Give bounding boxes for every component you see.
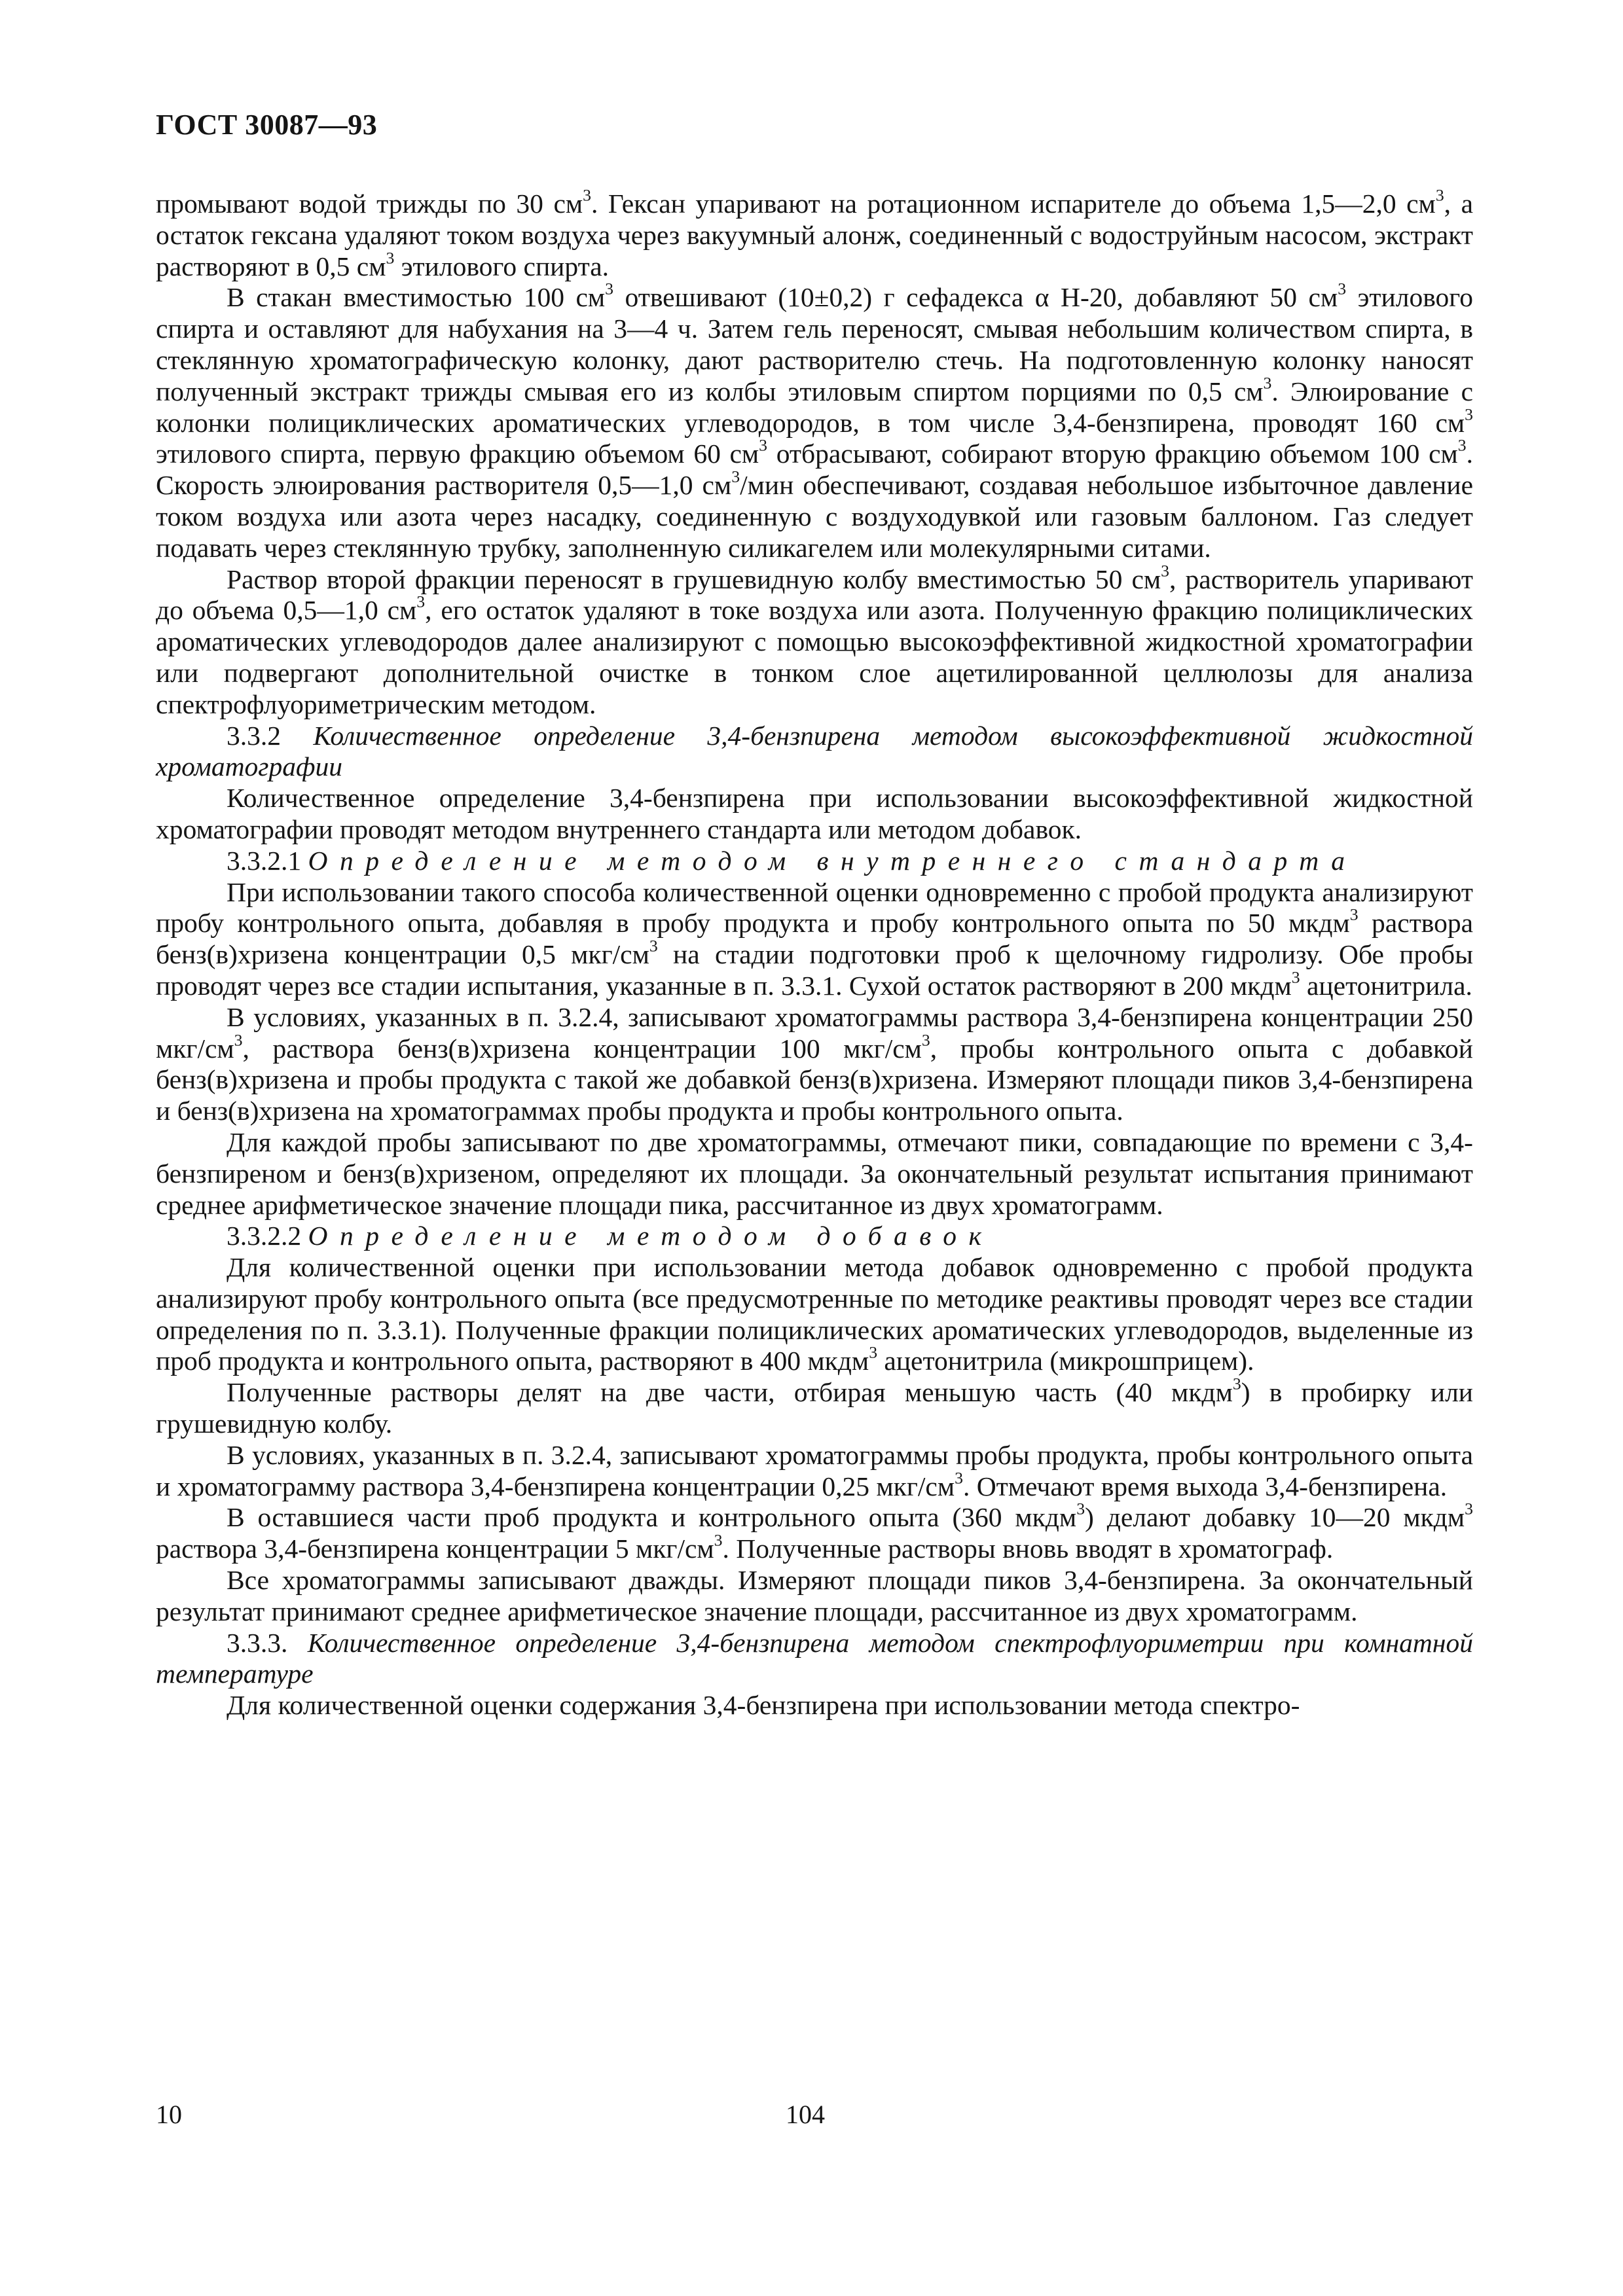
superscript: 3 <box>1263 373 1272 393</box>
text-run: , растворитель упаривают до объема 0,5—1,0 см <box>156 564 1473 626</box>
document-body <box>156 185 1474 1721</box>
superscript: 3 <box>386 248 395 268</box>
text-run: . Полученные растворы вновь вводят в хроматограф. <box>722 1534 1334 1564</box>
paragraph <box>156 1127 1473 1221</box>
text-run: раствора бенз(в)хризена концентрации 0,5 мкг/см <box>156 908 1474 970</box>
superscript: 3 <box>1349 905 1359 924</box>
text-run: . Гексан упаривают на ротационном испарителе до объема 1,5—2,0 см <box>591 188 1436 219</box>
text-run: Полученные растворы делят на две части, отбирая меньшую часть (40 мкдм <box>227 1377 1233 1408</box>
text-run: В стакан вместимостью 100 см <box>227 282 606 313</box>
text-run: на стадии подготовки проб к щелочному гидролизу. Обе пробы проводят через все стадии испытания, указанные в п. 3.3.1. Сухой остаток растворяют в 200 мкдм <box>156 939 1473 1001</box>
superscript: 3 <box>649 936 658 956</box>
superscript: 3 <box>1161 561 1170 581</box>
text-run: 3.3.3. <box>227 1627 308 1658</box>
spaced-heading-text: Определение методом добавок <box>308 1221 994 1251</box>
paragraph <box>156 877 1473 1002</box>
text-run: 3.3.2.2 <box>227 1221 308 1251</box>
superscript: 3 <box>1338 279 1347 298</box>
text-run: Количественное определение 3,4-бензпирена при использовании высокоэффективной жидкостной хроматографии проводят методом внутреннего стандарта или методом добавок. <box>156 783 1473 844</box>
text-run: Для каждой пробы записывают по две хроматограммы, отмечают пики, совпадающие по времени с 3,4-бензпиреном и бенз(в)хризеном, определяют их площади. За окончательный результат испытания принимают среднее арифметическое значение площади пика, рассчитанное из двух хроматограмм. <box>156 1126 1473 1220</box>
section-heading-3-3-2-1 <box>156 846 1473 877</box>
superscript: 3 <box>869 1342 878 1362</box>
text-run: . Отмечают время выхода 3,4-бензпирена. <box>962 1471 1448 1501</box>
paragraph <box>156 1690 1473 1721</box>
text-run: 3.3.2.1 <box>227 845 308 876</box>
superscript: 3 <box>1465 1499 1474 1518</box>
text-run: раствора 3,4-бензпирена концентрации 5 мкг/см <box>156 1534 714 1564</box>
text-run: отбрасывают, собирают вторую фракцию объемом 100 см <box>767 439 1458 469</box>
paragraph <box>156 185 1474 282</box>
text-run: . Скорость элюирования растворителя 0,5—1,0 см <box>156 439 1473 501</box>
superscript: 3 <box>583 185 592 205</box>
paragraph <box>156 561 1473 721</box>
document-header: ГОСТ 30087—93 <box>156 109 378 141</box>
spaced-heading-text: Определение методом внутреннего стандарта <box>308 845 1357 876</box>
text-run: ацетонитрила. <box>1300 970 1472 1001</box>
paragraph <box>156 1440 1473 1503</box>
text-run: . Элюирование с колонки полициклических ароматических углеводородов, в том числе 3,4-бензпирена, проводят 160 см <box>156 376 1473 438</box>
text-run: В условиях, указанных в п. 3.2.4, записывают хроматограммы раствора 3,4-бензпирена концентрации 250 мкг/см <box>156 1001 1473 1064</box>
superscript: 3 <box>921 1030 930 1049</box>
page-number-center: 104 <box>786 2100 825 2129</box>
italic-heading-text: Количественное определение 3,4-бензпирена методом высокоэффективной жидкостной хроматографии <box>156 720 1474 782</box>
text-run: Раствор второй фракции переносят в грушевидную колбу вместимостью 50 см <box>227 564 1161 594</box>
text-run: В условиях, указанных в п. 3.2.4, записывают хроматограммы пробы продукта, пробы контрольного опыта и хроматограмму раствора 3,4-бензпирена концентрации 0,25 мкг/см <box>156 1439 1473 1501</box>
superscript: 3 <box>731 467 740 486</box>
text-run: /мин обеспечивают, создавая небольшое избыточное давление током воздуха или азота через насадку, соединенную с воздуходувкой или газовым баллоном. Газ следует подавать через стеклянную трубку, заполненную силикагелем или молекулярными ситами. <box>156 470 1473 563</box>
superscript: 3 <box>234 1030 243 1049</box>
superscript: 3 <box>1291 967 1300 987</box>
section-heading-3-3-3 <box>156 1628 1473 1691</box>
text-run: ацетонитрила (микрошприцем). <box>877 1346 1254 1376</box>
paragraph <box>156 1002 1473 1127</box>
page-number-left: 10 <box>156 2100 182 2129</box>
paragraph <box>156 279 1473 564</box>
paragraph <box>156 1252 1473 1377</box>
superscript: 3 <box>1076 1499 1085 1518</box>
superscript: 3 <box>714 1530 723 1550</box>
superscript: 3 <box>416 592 426 611</box>
text-run: Для количественной оценки при использовании метода добавок одновременно с пробой продукта анализируют пробу контрольного опыта (все предусмотренные по методике реактивы проводят через все стадии определения по п. 3.3.1). Полученные фракции полициклических ароматических углеводородов, выделенные из проб продукта и контрольного опыта, растворяют в 400 мкдм <box>156 1252 1473 1376</box>
text-run: отвешивают (10±0,2) г сефадекса α Н-20, добавляют 50 см <box>613 282 1338 313</box>
section-heading-3-3-2 <box>156 721 1473 783</box>
text-run: этилового спирта. <box>394 251 610 281</box>
superscript: 3 <box>1465 404 1473 424</box>
text-run: , а остаток гексана удаляют током воздуха через вакуумный алонж, соединенный с водоструйным насосом, экстракт растворяют в 0,5 см <box>156 188 1474 281</box>
paragraph <box>156 1565 1473 1628</box>
text-run: этилового спирта и оставляют для набухания на 3—4 ч. Затем гель переносят, смывая небольшим количеством спирта, в стеклянную хроматографическую колонку, дают растворителю стечь. На подготовленную колонку наносят полученный экстракт трижды смывая его из колбы этиловым спиртом порциями по 0,5 см <box>156 282 1473 406</box>
text-run: 3.3.2 <box>227 720 314 751</box>
text-run: Для количественной оценки содержания 3,4-бензпирена при использовании метода спектро- <box>227 1690 1300 1721</box>
text-run: При использовании такого способа количественной оценки одновременно с пробой продукта анализируют пробу контрольного опыта, добавляя в пробу продукта и пробу контрольного опыта по 50 мкдм <box>156 876 1473 939</box>
italic-heading-text: Количественное определение 3,4-бензпирена методом спектрофлуориметрии при комнатной температуре <box>156 1627 1473 1689</box>
superscript: 3 <box>759 435 768 455</box>
text-run: , раствора бенз(в)хризена концентрации 100 мкг/см <box>242 1033 922 1064</box>
text-run: ) в пробирку или грушевидную колбу. <box>156 1377 1473 1439</box>
text-run: , пробы контрольного опыта с добавкой бенз(в)хризена и пробы продукта с такой же добавкой бенз(в)хризена. Измеряют площади пиков 3,4-бензпирена и бенз(в)хризена на хроматограммах пробы продукта и пробы контрольного опыта. <box>156 1033 1473 1126</box>
text-run: , его остаток удаляют в токе воздуха или азота. Полученную фракцию полициклических ароматических углеводородов далее анализируют с помощью высокоэффективной жидкостной хроматографии или подвергают дополнительной очистке в тонком слое ацетилированной целлюлозы для анализа спектрофлуориметрическим методом. <box>156 595 1473 719</box>
text-run: Все хроматограммы записывают дважды. Измеряют площади пиков 3,4-бензпирена. За окончательный результат принимают среднее арифметическое значение площади, рассчитанное из двух хроматограмм. <box>156 1565 1473 1626</box>
text-run: В оставшиеся части проб продукта и контрольного опыта (360 мкдм <box>227 1502 1077 1533</box>
superscript: 3 <box>1232 1374 1241 1393</box>
text-run: этилового спирта, первую фракцию объемом 60 см <box>156 439 759 469</box>
section-heading-3-3-2-2 <box>156 1221 1473 1252</box>
superscript: 3 <box>955 1468 963 1488</box>
superscript: 3 <box>1435 185 1444 205</box>
paragraph <box>156 783 1473 846</box>
text-run: промывают водой трижды по 30 см <box>156 188 583 219</box>
superscript: 3 <box>1457 435 1467 455</box>
paragraph <box>156 1499 1474 1565</box>
paragraph <box>156 1374 1473 1440</box>
text-run: ) делают добавку 10—20 мкдм <box>1085 1502 1465 1533</box>
superscript: 3 <box>605 279 613 298</box>
